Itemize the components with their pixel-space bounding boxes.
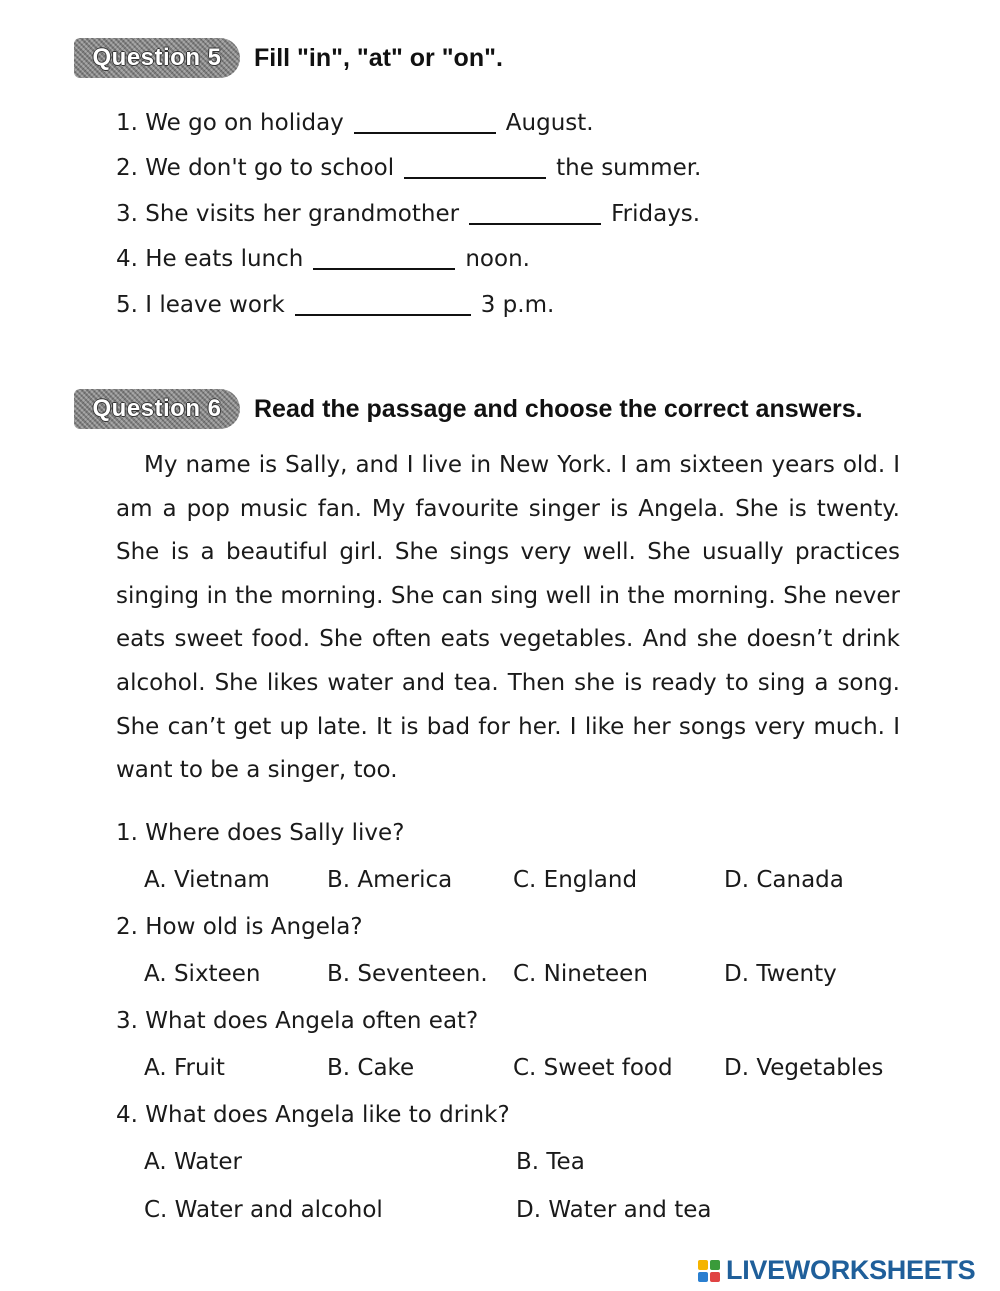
fill-item-text: noon.: [465, 246, 530, 273]
mcq-question-4: 4. What does Angela like to drink?: [116, 1102, 510, 1128]
mcq-options-3: [116, 1044, 936, 1092]
option-a[interactable]: A. Water: [144, 1149, 242, 1175]
logo-square: [710, 1272, 720, 1282]
option-c[interactable]: C. Nineteen: [513, 961, 648, 987]
option-a[interactable]: A. Vietnam: [144, 867, 270, 893]
answer-blank-5[interactable]: [295, 294, 471, 316]
fill-item: [116, 191, 936, 237]
option-c[interactable]: C. England: [513, 867, 638, 893]
fill-item: [116, 100, 936, 146]
option-b[interactable]: B. Cake: [327, 1055, 415, 1081]
fill-item-text: 1. We go on holiday: [116, 109, 344, 136]
option-a[interactable]: A. Sixteen: [144, 961, 261, 987]
question-5-header: [74, 36, 503, 80]
question-5-list: [116, 100, 936, 328]
answer-blank-3[interactable]: [469, 203, 601, 225]
fill-item: [116, 237, 936, 283]
answer-blank-1[interactable]: [354, 112, 496, 134]
fill-item-text: Fridays.: [611, 200, 701, 227]
fill-item-text: 4. He eats lunch: [116, 246, 304, 273]
mcq-options-2: [116, 950, 936, 998]
fill-item-text: 3 p.m.: [480, 291, 555, 318]
question-5-instruction: Fill "in", "at" or "on".: [254, 43, 503, 72]
fill-item-text: 3. She visits her grandmother: [116, 200, 460, 227]
liveworksheets-logo-text: LIVEWORKSHEETS: [726, 1255, 976, 1285]
mcq-options-1: [116, 856, 936, 904]
option-b[interactable]: B. America: [327, 867, 453, 893]
mcq-options-4b: [116, 1186, 936, 1234]
option-d[interactable]: D. Vegetables: [724, 1055, 884, 1081]
logo-square: [698, 1272, 708, 1282]
fill-item-text: 5. I leave work: [116, 291, 285, 318]
fill-item-text: August.: [505, 109, 594, 136]
fill-item: [116, 282, 936, 328]
option-b[interactable]: B. Seventeen.: [327, 961, 488, 987]
mcq-question-1: 1. Where does Sally live?: [116, 820, 405, 846]
option-b[interactable]: B. Tea: [516, 1149, 585, 1175]
liveworksheets-logo: [698, 1255, 975, 1286]
option-d[interactable]: D. Twenty: [724, 961, 837, 987]
option-a[interactable]: A. Fruit: [144, 1055, 225, 1081]
question-6-list: [116, 810, 936, 1234]
logo-square: [710, 1260, 720, 1270]
fill-item-text: the summer.: [556, 155, 702, 182]
mcq-options-4a: [116, 1138, 936, 1186]
question-6-instruction: Read the passage and choose the correct answers.: [254, 394, 863, 423]
answer-blank-4[interactable]: [313, 248, 455, 270]
answer-blank-2[interactable]: [404, 157, 546, 179]
liveworksheets-logo-icon: [698, 1260, 720, 1282]
option-d[interactable]: D. Water and tea: [516, 1197, 712, 1223]
mcq-question-2: 2. How old is Angela?: [116, 914, 363, 940]
logo-square: [698, 1260, 708, 1270]
fill-item: [116, 146, 936, 192]
option-c[interactable]: C. Sweet food: [513, 1055, 673, 1081]
reading-passage: My name is Sally, and I live in New York. I am sixteen years old. I am a pop music fan. My favourite singer is Angela. She is twenty. She is a beautiful girl. She sings very well. She usually practices singing in the morning. She can sing well in the morning. She never eats sweet food. She often eats vegetables. And she doesn’t drink alcohol. She likes water and tea. Then she is ready to sing a song. She can’t get up late. It is bad for her. I like her songs very much. I want to be a singer, too.: [116, 452, 900, 784]
fill-item-text: 2. We don't go to school: [116, 155, 395, 182]
option-d[interactable]: D. Canada: [724, 867, 844, 893]
question-5-badge: Question 5: [74, 38, 240, 78]
question-6-badge: Question 6: [74, 389, 240, 429]
option-c[interactable]: C. Water and alcohol: [144, 1197, 383, 1223]
question-6-header: [74, 387, 863, 431]
mcq-question-3: 3. What does Angela often eat?: [116, 1008, 479, 1034]
